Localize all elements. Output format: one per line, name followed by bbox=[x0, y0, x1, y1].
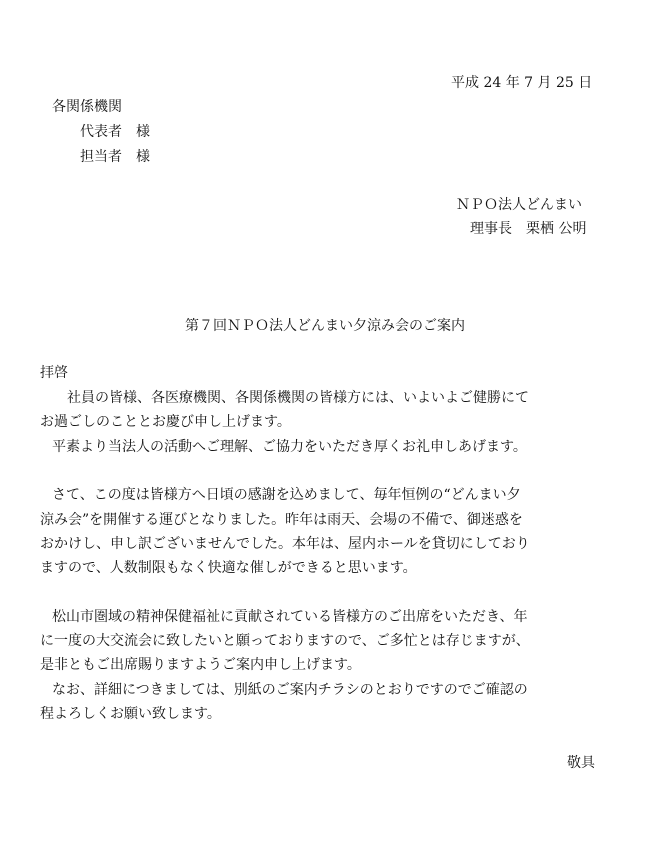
body-line: さて、この度は皆様方へ日頃の感謝を込めまして、毎年恒例の“どんまい夕 bbox=[52, 487, 521, 503]
body-line: に一度の大交流会に致したいと願っておりますので、ご多忙とは存じますが、 bbox=[40, 633, 530, 649]
body-line: なお、詳細につきましては、別紙のご案内チラシのとおりですのでご確認の bbox=[52, 682, 528, 698]
sender-organization: ＮＰＯ法人どんまい bbox=[456, 197, 582, 213]
body-line: お過ごしのこととお慶び申し上げます。 bbox=[40, 414, 291, 430]
body-line: 松山市圏域の精神保健福祉に貢献されている皆様方のご出席をいただき、年 bbox=[52, 609, 528, 625]
recipient-organization: 各関係機関 bbox=[52, 99, 122, 115]
recipient-representative: 代表者 様 bbox=[80, 124, 150, 140]
letter-date: 平成 24 年 7 月 25 日 bbox=[451, 75, 593, 91]
body-line: おかけし、申し訳ございませんでした。本年は、屋内ホールを貸切にしており bbox=[40, 536, 530, 552]
body-line: 社員の皆様、各医療機関、各関係機関の皆様方には、いよいよご健勝にて bbox=[67, 390, 529, 406]
body-line: ますので、人数制限もなく快適な催しができると思います。 bbox=[40, 560, 417, 576]
body-line: 程よろしくお願い致します。 bbox=[40, 706, 221, 722]
body-line: 平素より当法人の活動へご理解、ご協力をいただき厚くお礼申しあげます。 bbox=[52, 439, 527, 455]
body-line: 是非ともご出席賜りますようご案内申し上げます。 bbox=[40, 657, 361, 673]
recipient-contact: 担当者 様 bbox=[80, 149, 150, 165]
body-line: 涼み会”を開催する運びとなりました。昨年は雨天、会場の不備で、御迷惑を bbox=[40, 512, 523, 528]
letter-title: 第７回ＮＰＯ法人どんまい夕涼み会のご案内 bbox=[185, 318, 465, 334]
opening-salutation: 拝啓 bbox=[40, 365, 68, 381]
sender-name: 理事長 栗栖 公明 bbox=[470, 221, 587, 237]
closing-salutation: 敬具 bbox=[567, 755, 595, 771]
